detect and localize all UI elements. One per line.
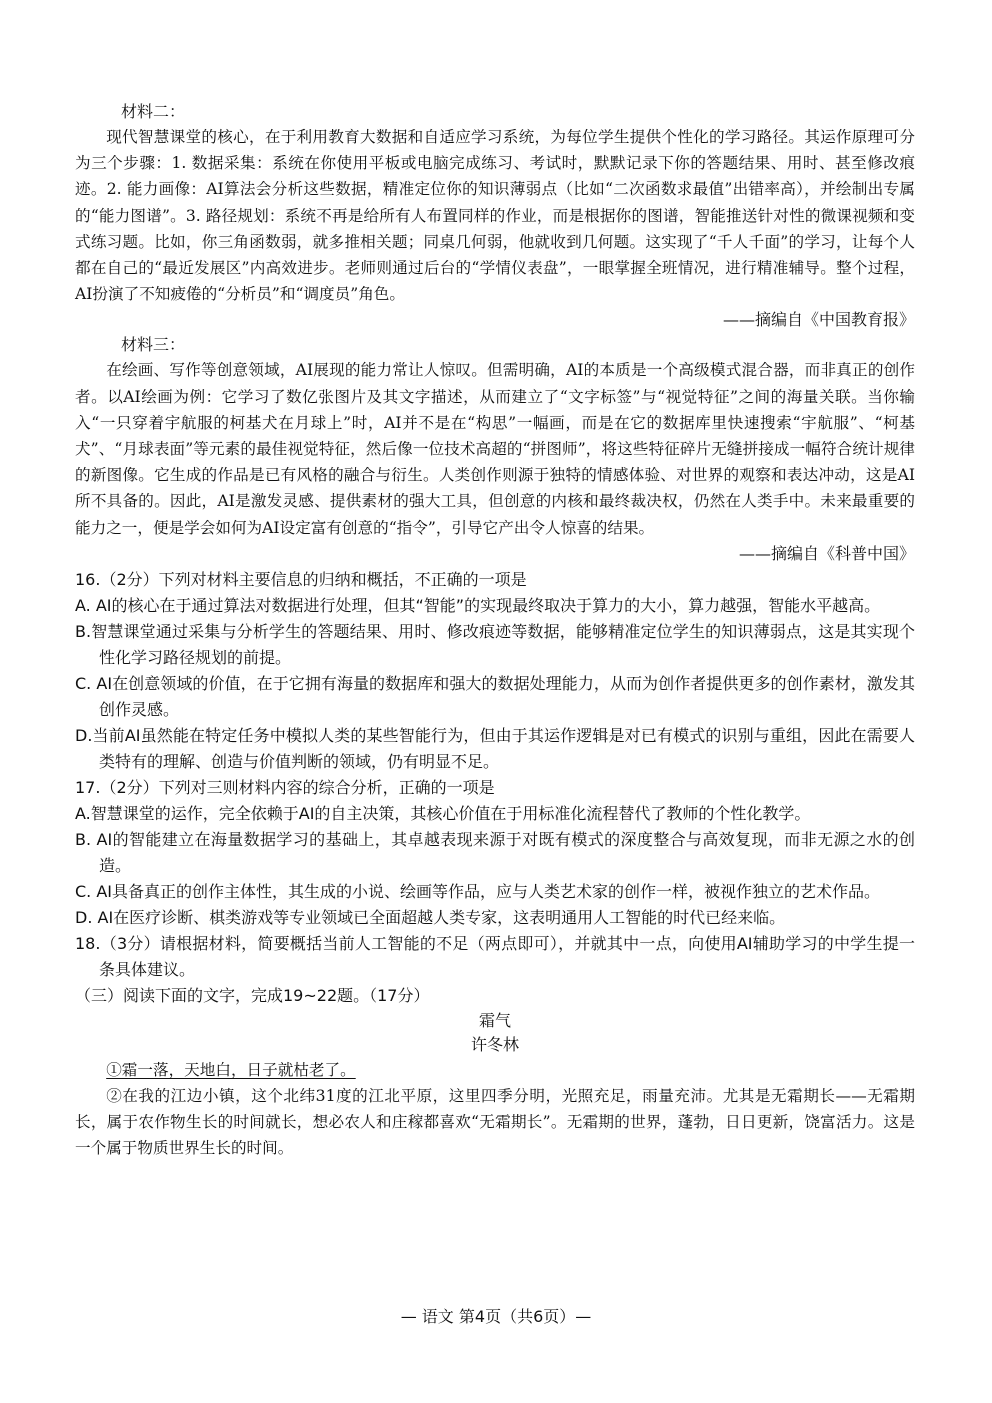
story-title: 霜气	[478, 1010, 511, 1030]
page-footer: — 语文 第4页（共6页）—	[400, 1307, 592, 1326]
story-paragraph-1-text: ①霜一落，天地白，日子就枯老了。	[106, 1060, 356, 1079]
question-17-stem: 17.（2分）下列对三则材料内容的综合分析，正确的一项是	[75, 777, 495, 797]
question-16-option-a: A. AI的核心在于通过算法对数据进行处理，但其“智能”的实现最终取决于算力的大小，算力越强，智能水平越高。	[75, 595, 881, 615]
material-3-title: 材料三：	[121, 335, 186, 355]
question-18-stem: 18.（3分）请根据材料，简要概括当前人工智能的不足（两点即可），并就其中一点，向使用AI辅助学习的中学生提一条具体建议。	[75, 933, 915, 979]
question-17-option-a: A.智慧课堂的运作，完全依赖于AI的自主决策，其核心价值在于用标准化流程替代了教师的个性化教学。	[75, 803, 811, 823]
question-17-option-d: D. AI在医疗诊断、棋类游戏等专业领域已全面超越人类专家，这表明通用人工智能的时代已经来临。	[75, 907, 786, 927]
story-paragraph-2: ②在我的江边小镇，这个北纬31度的江北平原，这里四季分明，光照充足，雨量充沛。尤其是无霜期长——无霜期长，属于农作物生长的时间就长，想必农人和庄稼都喜欢“无霜期长”。无霜期的世界，蓬勃，日日更新，饶富活力。这是一个属于物质世界生长的时间。	[75, 1087, 915, 1158]
material-3-body: 在绘画、写作等创意领域，AI展现的能力常让人惊叹。但需明确，AI的本质是一个高级模式混合器，而非真正的创作者。以AI绘画为例：它学习了数亿张图片及其文字描述，从而建立了“文字标签”与“视觉特征”之间的海量关联。当你输入“一只穿着宇航服的柯基犬在月球上”时，AI并不是在“构思”一幅画，而是在它的数据库里快速搜索“宇航服”、“柯基犬”、“月球表面”等元素的最佳视觉特征，然后像一位技术高超的“拼图师”，将这些特征碎片无缝拼接成一幅符合统计规律的新图像。它生成的作品是已有风格的融合与衍生。人类创作则源于独特的情感体验、对世界的观察和表达冲动，这是AI所不具备的。因此，AI是激发灵感、提供素材的强大工具，但创意的内核和最终裁决权，仍然在人类手中。未来最重要的能力之一，便是学会如何为AI设定富有创意的“指令”，引导它产出令人惊喜的结果。	[75, 361, 915, 537]
question-17-option-b: B. AI的智能建立在海量数据学习的基础上，其卓越表现来源于对既有模式的深度整合与高效复现，而非无源之水的创造。	[75, 829, 915, 875]
story-paragraph-1	[75, 1057, 915, 1083]
question-16-option-c: C. AI在创意领域的价值，在于它拥有海量的数据库和强大的数据处理能力，从而为创作者提供更多的创作素材，激发其创作灵感。	[75, 673, 915, 719]
question-16-stem: 16.（2分）下列对材料主要信息的归纳和概括，不正确的一项是	[75, 569, 527, 589]
story-author: 许冬林	[470, 1034, 519, 1054]
exam-page	[75, 100, 915, 1162]
material-2-body: 现代智慧课堂的核心，在于利用教育大数据和自适应学习系统，为每位学生提供个性化的学习路径。其运作原理可分为三个步骤：1. 数据采集：系统在你使用平板或电脑完成练习、考试时，默默记录下你的答题结果、用时、甚至修改痕迹。2. 能力画像：AI算法会分析这些数据，精准定位你的知识薄弱点（比如“二次函数求最值”出错率高），并绘制出专属的“能力图谱”。3. 路径规划：系统不再是给所有人布置同样的作业，而是根据你的图谱，智能推送针对性的微课视频和变式练习题。比如，你三角函数弱，就多推相关题；同桌几何弱，他就收到几何题。这实现了“千人千面”的学习，让每个人都在自己的“最近发展区”内高效进步。老师则通过后台的“学情仪表盘”，一眼掌握全班情况，进行精准辅导。整个过程，AI扮演了不知疲倦的“分析员”和“调度员”角色。	[75, 128, 915, 304]
question-17-option-c: C. AI具备真正的创作主体性，其生成的小说、绘画等作品，应与人类艺术家的创作一样，被视作独立的艺术作品。	[75, 881, 881, 901]
question-16-option-b: B.智慧课堂通过采集与分析学生的答题结果、用时、修改痕迹等数据，能够精准定位学生的知识薄弱点，这是其实现个性化学习路径规划的前提。	[75, 621, 915, 667]
material-3-source: ——摘编自《科普中国》	[738, 543, 915, 563]
material-2-title: 材料二：	[121, 102, 186, 121]
question-16-option-d: D.当前AI虽然能在特定任务中模拟人类的某些智能行为，但由于其运作逻辑是对已有模式的识别与重组，因此在需要人类特有的理解、创造与价值判断的领域，仍有明显不足。	[75, 725, 915, 771]
material-2-source: ——摘编自《中国教育报》	[722, 310, 915, 330]
section-3-heading: （三）阅读下面的文字，完成19~22题。（17分）	[75, 985, 430, 1005]
